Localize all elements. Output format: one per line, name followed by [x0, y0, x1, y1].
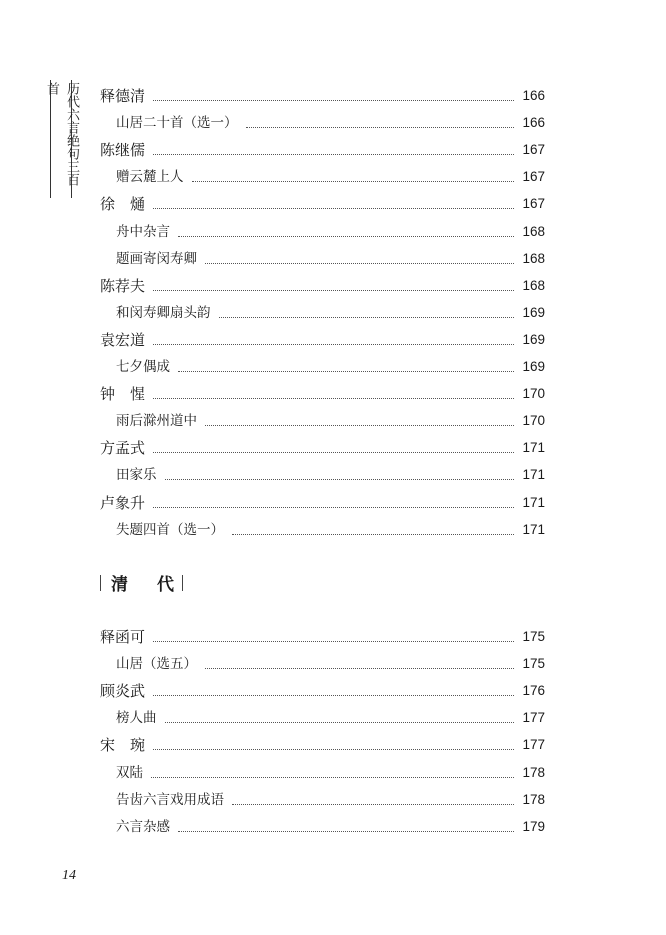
toc-entry-author[interactable]: [100, 485, 545, 512]
toc-entry-poem[interactable]: [100, 647, 545, 674]
dot-leader: [178, 370, 514, 372]
toc-entry-poem[interactable]: [100, 458, 545, 485]
toc-entry-label: 释德清: [100, 87, 146, 106]
toc-entry-label: 和闵寿卿扇头韵: [116, 304, 211, 321]
toc-entry-poem[interactable]: [100, 513, 545, 540]
dot-leader: [153, 748, 514, 750]
dot-leader: [151, 776, 514, 778]
section-heading-text: 清 代: [111, 575, 180, 595]
toc-entry-poem[interactable]: [100, 783, 545, 810]
toc-entry-page: 177: [522, 737, 545, 753]
toc-entry-page: 177: [522, 710, 545, 726]
toc-entry-label: 山居二十首（选一）: [116, 115, 238, 132]
toc-list-qing: [100, 620, 545, 837]
heading-bar-left: [100, 575, 101, 591]
dot-leader: [246, 126, 515, 128]
toc-entry-label: 六言杂感: [116, 818, 170, 835]
toc-entry-poem[interactable]: [100, 810, 545, 837]
dot-leader: [153, 397, 514, 399]
toc-entry-page: 176: [522, 683, 545, 699]
toc-entry-label: 题画寄闵寿卿: [116, 250, 197, 267]
toc-entry-page: 168: [522, 223, 545, 239]
toc-entry-page: 171: [522, 440, 545, 456]
toc-entry-label: 失题四首（选一）: [116, 521, 224, 538]
toc-entry-poem[interactable]: [100, 242, 545, 269]
toc-entry-label: 双陆: [116, 764, 143, 781]
toc-entry-page: 169: [522, 331, 545, 347]
toc-entry-page: 179: [522, 818, 545, 834]
toc-entry-label: 陈荐夫: [100, 276, 146, 295]
toc-entry-label: 钟 惺: [100, 385, 146, 404]
toc-entry-label: 陈继儒: [100, 141, 146, 160]
toc-entry-page: 168: [522, 250, 545, 266]
toc-entry-author[interactable]: [100, 323, 545, 350]
toc-entry-author[interactable]: [100, 431, 545, 458]
dot-leader: [192, 180, 515, 182]
dot-leader: [205, 262, 514, 264]
toc-entry-poem[interactable]: [100, 404, 545, 431]
toc-entry-page: 178: [522, 791, 545, 807]
toc-entry-author[interactable]: [100, 377, 545, 404]
toc-entry-page: 175: [522, 656, 545, 672]
dot-leader: [205, 667, 514, 669]
toc-entry-label: 七夕偶成: [116, 359, 170, 376]
toc-entry-label: 释函可: [100, 628, 146, 647]
toc-entry-page: 175: [522, 629, 545, 645]
toc-entry-page: 170: [522, 386, 545, 402]
toc-entry-author[interactable]: [100, 79, 545, 106]
dot-leader: [178, 830, 514, 832]
dot-leader: [219, 316, 515, 318]
section-heading-qing: [100, 570, 193, 595]
toc-entry-page: 167: [522, 142, 545, 158]
page-number: 14: [62, 868, 76, 883]
toc-entry-author[interactable]: [100, 728, 545, 755]
toc-entry-label: 田家乐: [116, 467, 157, 484]
toc-entry-poem[interactable]: [100, 160, 545, 187]
toc-entry-author[interactable]: [100, 620, 545, 647]
toc-entry-author[interactable]: [100, 269, 545, 296]
toc-entry-author[interactable]: [100, 133, 545, 160]
toc-entry-label: 方孟式: [100, 439, 146, 458]
dot-leader: [153, 694, 514, 696]
toc-entry-poem[interactable]: [100, 755, 545, 782]
toc-entry-page: 169: [522, 359, 545, 375]
running-book-title: 历代六言绝句三百首: [50, 80, 72, 198]
dot-leader: [153, 343, 514, 345]
dot-leader: [232, 803, 514, 805]
toc-entry-label: 舟中杂言: [116, 223, 170, 240]
toc-entry-page: 167: [522, 196, 545, 212]
dot-leader: [165, 478, 515, 480]
toc-entry-author[interactable]: [100, 674, 545, 701]
dot-leader: [153, 640, 514, 642]
dot-leader: [153, 153, 514, 155]
dot-leader: [153, 99, 514, 101]
toc-entry-label: 雨后滁州道中: [116, 413, 197, 430]
toc-entry-page: 166: [522, 88, 545, 104]
dot-leader: [153, 207, 514, 209]
toc-entry-label: 宋 琬: [100, 736, 146, 755]
toc-entry-poem[interactable]: [100, 106, 545, 133]
toc-entry-poem[interactable]: [100, 296, 545, 323]
toc-entry-page: 167: [522, 169, 545, 185]
toc-entry-page: 171: [522, 521, 545, 537]
toc-entry-poem[interactable]: [100, 701, 545, 728]
toc-entry-author[interactable]: [100, 187, 545, 214]
toc-entry-label: 赠云麓上人: [116, 169, 184, 186]
toc-entry-page: 166: [522, 115, 545, 131]
toc-entry-label: 榜人曲: [116, 710, 157, 727]
toc-entry-page: 168: [522, 277, 545, 293]
dot-leader: [165, 721, 515, 723]
toc-entry-label: 告齿六言戏用成语: [116, 791, 224, 808]
dot-leader: [232, 533, 514, 535]
toc-entry-label: 山居（选五）: [116, 656, 197, 673]
toc-list-ming: [100, 79, 545, 540]
dot-leader: [153, 289, 514, 291]
dot-leader: [153, 451, 514, 453]
toc-entry-poem[interactable]: [100, 350, 545, 377]
toc-entry-label: 卢象升: [100, 493, 146, 512]
toc-entry-label: 顾炎武: [100, 682, 146, 701]
toc-entry-page: 169: [522, 304, 545, 320]
dot-leader: [205, 424, 514, 426]
toc-entry-poem[interactable]: [100, 214, 545, 241]
toc-entry-label: 袁宏道: [100, 330, 146, 349]
toc-entry-label: 徐 熥: [100, 195, 146, 214]
toc-entry-page: 171: [522, 467, 545, 483]
dot-leader: [178, 235, 514, 237]
toc-entry-page: 170: [522, 413, 545, 429]
dot-leader: [153, 506, 514, 508]
toc-entry-page: 171: [522, 494, 545, 510]
heading-bar-right: [182, 575, 183, 591]
toc-entry-page: 178: [522, 764, 545, 780]
